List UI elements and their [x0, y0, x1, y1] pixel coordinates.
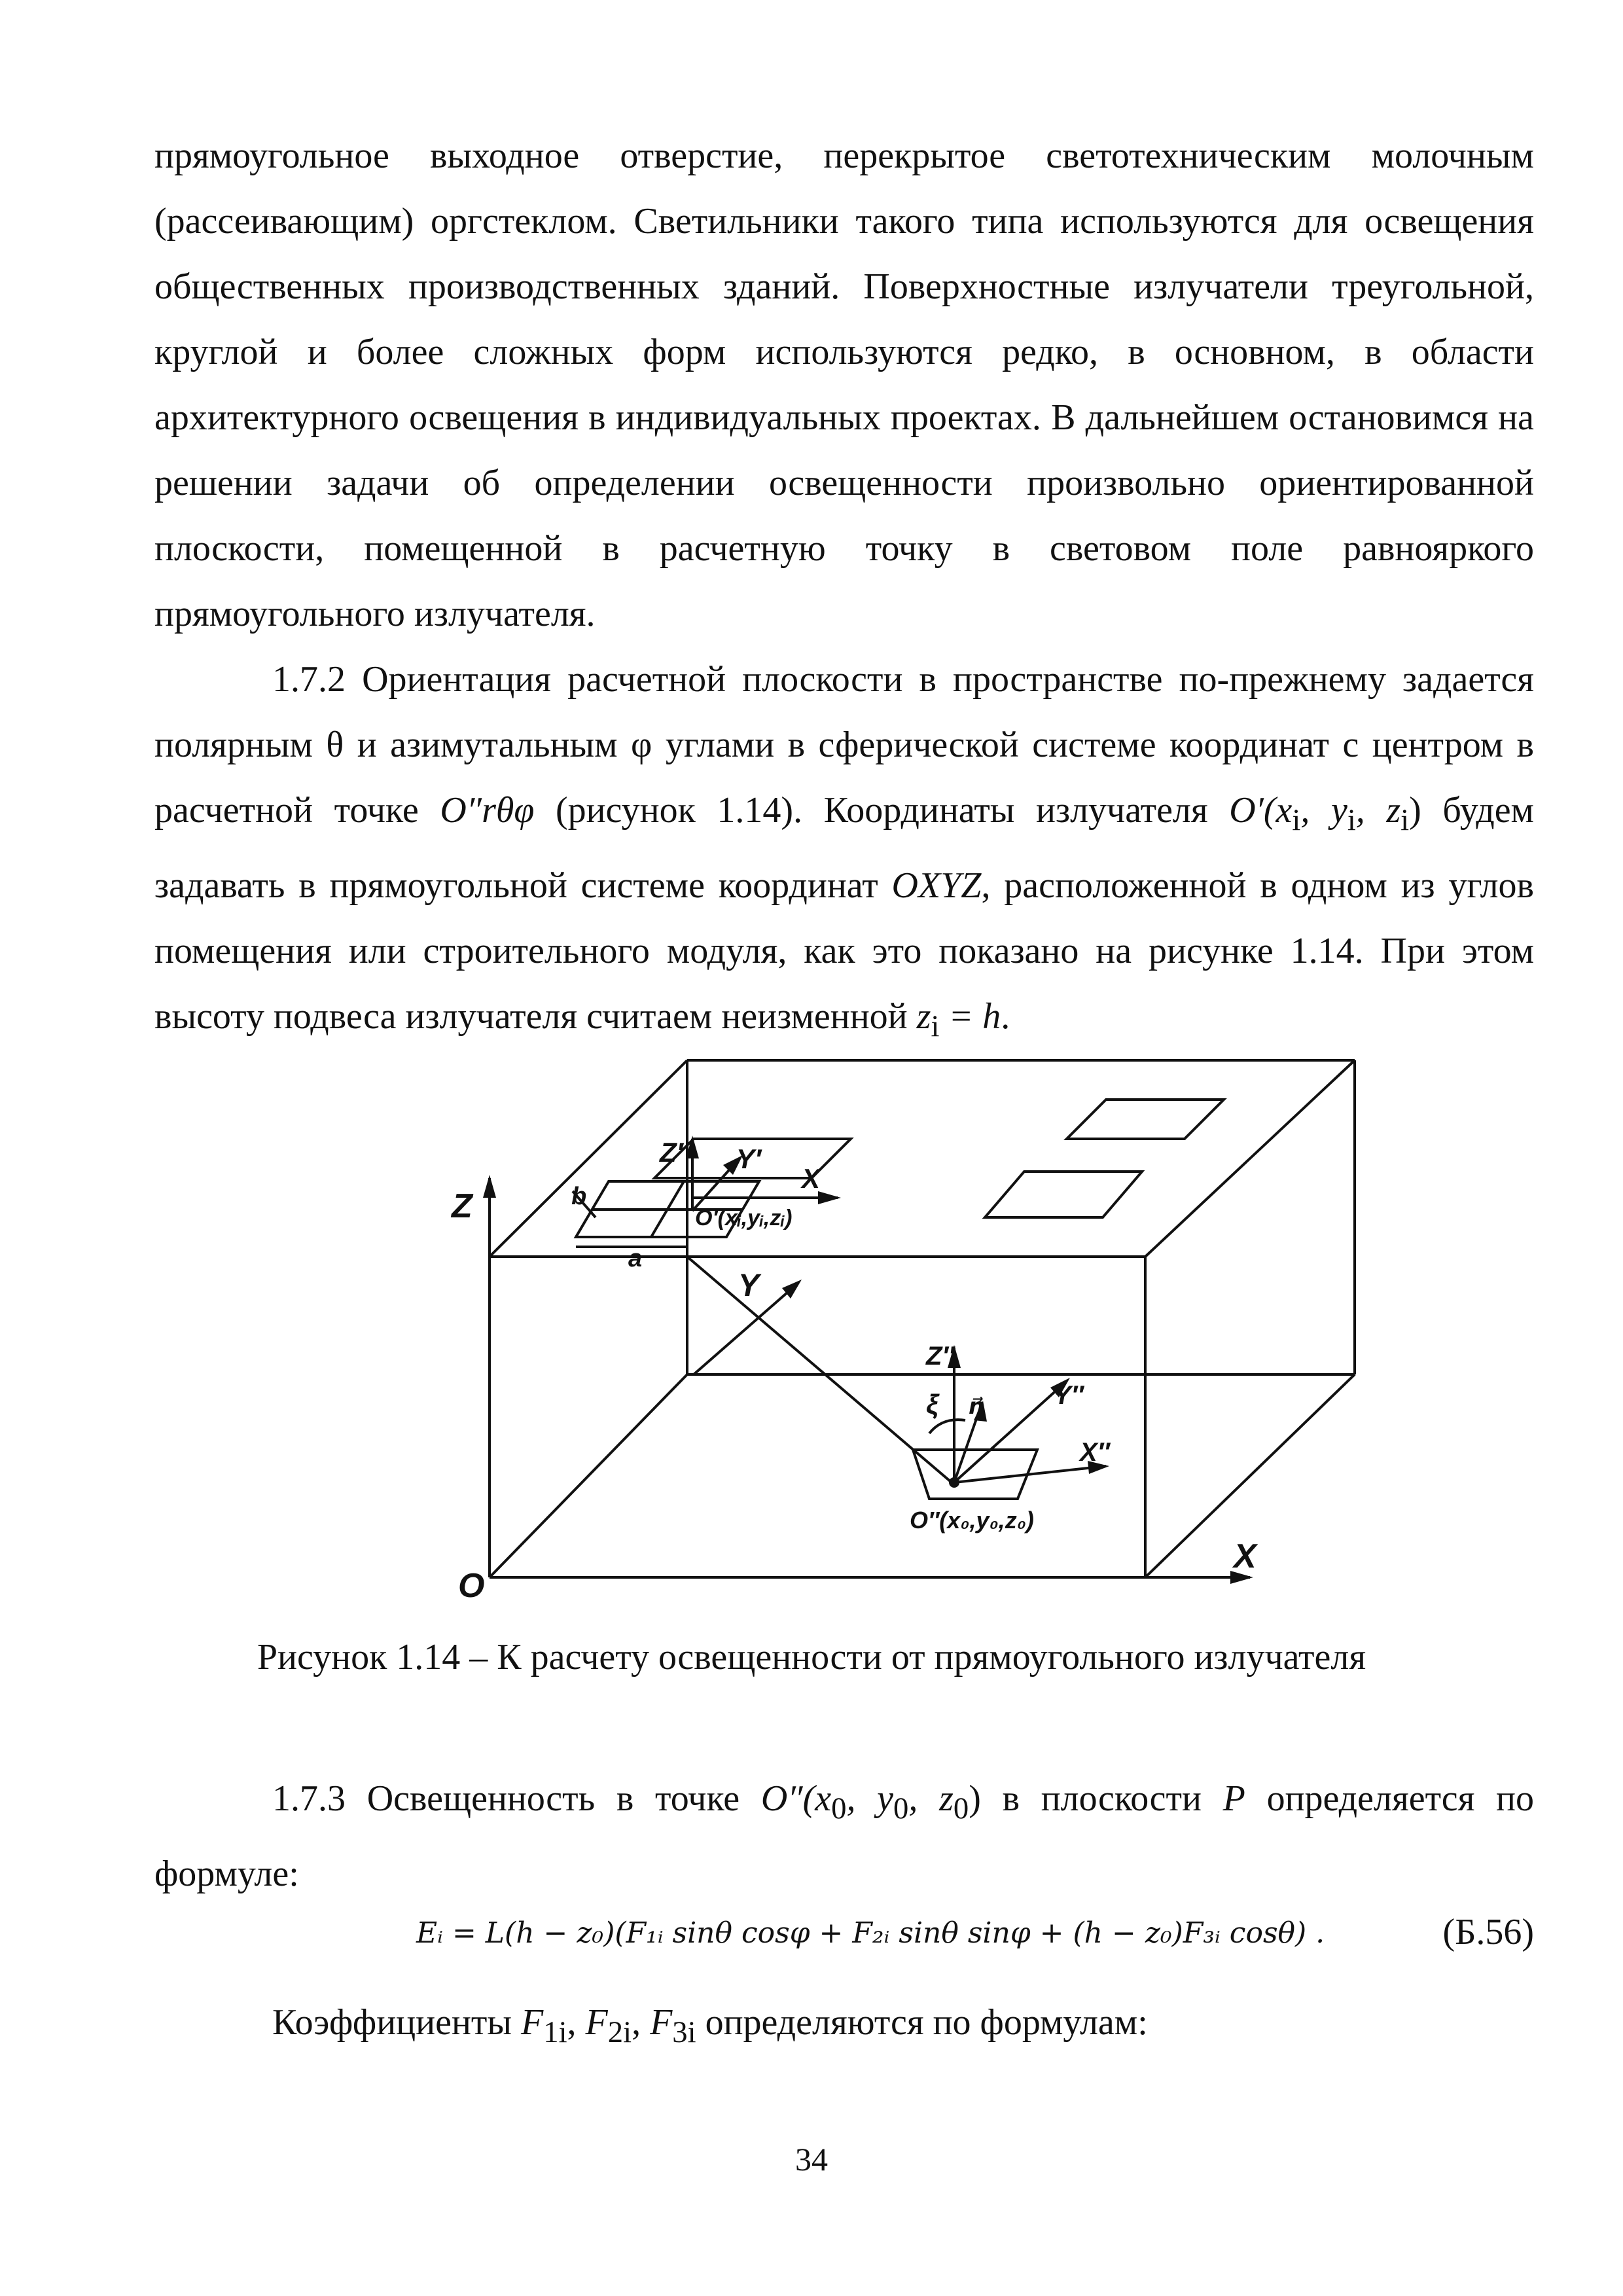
arrowhead [818, 1191, 841, 1204]
figure-caption: Рисунок 1.14 – К расчету освещенности от прямоугольного излучателя [257, 1637, 1366, 1677]
xi-angle-arc [929, 1420, 965, 1433]
label-x-local: X [802, 1163, 821, 1194]
label-z-double-prime: Z″ [926, 1342, 955, 1371]
label-y-double-prime: Y″ [1054, 1381, 1084, 1410]
box-edge [490, 1374, 687, 1577]
arrowhead [483, 1175, 496, 1198]
box-edge [1145, 1060, 1355, 1257]
ray-line [687, 1257, 955, 1486]
label-b: b [571, 1183, 587, 1210]
label-z-prime: Z′ [660, 1137, 683, 1168]
label-y-prime: Y′ [736, 1143, 762, 1174]
paragraph-1-7-2: 1.7.2 Ориентация расчетной плоскости в пространстве по-прежнему задается полярным θ и азимутальным φ углами в сферической системе координат с центром в расчетной точке O″rθφ (рисунок 1.14). Координаты излучателя $O'(x_i$, $y_i$, $z_i$) будем задавать в прямоугольной системе координат OXYZ, расположенной в одном из углов помещения или строительного модуля, как это показано на рисунке 1.14. При этом высоту подвеса излучателя считаем неизменной $z_i = h$. [154, 659, 1534, 1044]
label-a: a [628, 1245, 643, 1272]
label-n-vector: n⃗ [969, 1394, 985, 1419]
label-y: Y [738, 1268, 760, 1303]
ceiling-luminaire [985, 1172, 1142, 1217]
label-o-prime: O′(xᵢ,yᵢ,zᵢ) [695, 1206, 793, 1230]
paragraph-coefficients: Коэффициенты $F_{1i}$, $F_{2i}$, $F_{3i}$ определяются по формулам: [272, 2002, 1148, 2050]
label-z: Z [452, 1187, 473, 1225]
label-o: O [458, 1567, 485, 1605]
equation-number: (Б.56) [1442, 1912, 1534, 1952]
label-x: X [1234, 1537, 1257, 1575]
paragraph-1-7-3: 1.7.3 Освещенность в точке $O''(x_0$, $y_0$, $z_0$) в плоскости P определяется по формуле: [154, 1778, 1535, 1895]
label-xi: ξ [926, 1389, 938, 1420]
label-x-double-prime: X″ [1080, 1438, 1110, 1467]
label-o-double-prime: O″(x₀,y₀,z₀) [910, 1507, 1034, 1534]
formula-b56: Eᵢ = L(h − z₀)(F₁ᵢ sinθ cosφ + F₂ᵢ sinθ sinφ + (h − z₀)F₃ᵢ cosθ) . [416, 1916, 1325, 1950]
point-o-double-prime [949, 1477, 959, 1488]
formula-row [154, 1905, 1534, 1977]
paragraph-1: прямоугольное выходное отверстие, перекрытое светотехническим молочным (рассеивающим) оргстеклом. Светильники такого типа используются для освещения общественных производственных зданий. Поверхностные излучатели треугольной, круглой и более сложных форм используются редко, в основном, в области архитектурного освещения в индивидуальных проектах. В дальнейшем остановимся на решении задачи об определении освещенности произвольно ориентированной плоскости, помещенной в расчетную точку в световом поле равнояркого прямоугольного излучателя. [154, 135, 1534, 634]
page-number: 34 [795, 2141, 828, 2178]
ceiling-luminaire [1067, 1100, 1224, 1139]
